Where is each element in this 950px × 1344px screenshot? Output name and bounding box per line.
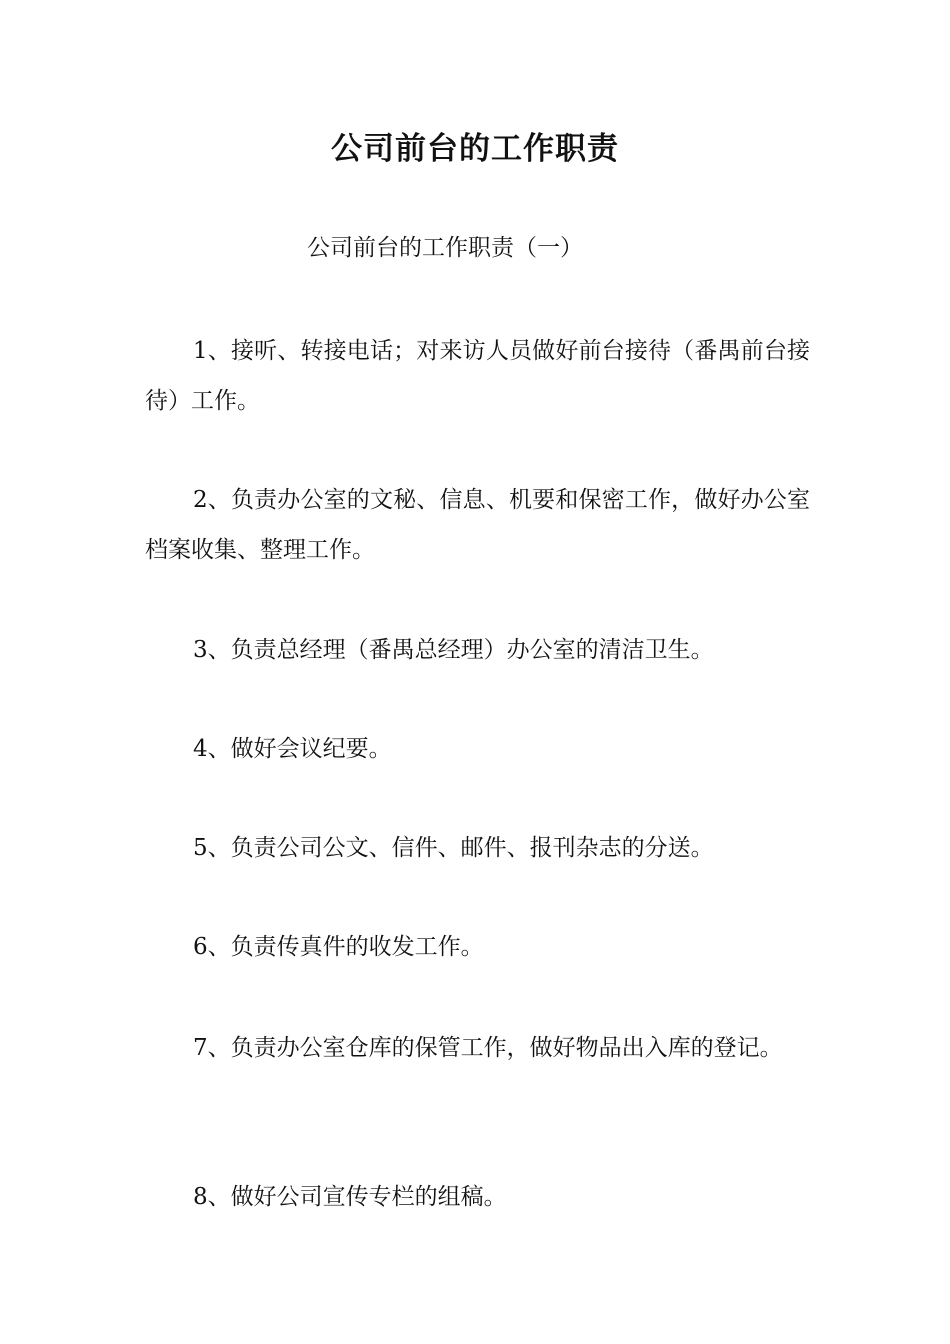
section-title: 公司前台的工作职责（一） bbox=[307, 235, 583, 261]
duty-item-8: 8、做好公司宣传专栏的组稿。 bbox=[193, 1184, 507, 1210]
duty-item-6: 6、负责传真件的收发工作。 bbox=[193, 934, 484, 960]
document-title: 公司前台的工作职责 bbox=[331, 131, 619, 167]
duty-item-5: 5、负责公司公文、信件、邮件、报刊杂志的分送。 bbox=[193, 835, 714, 861]
duty-item-3: 3、负责总经理（番禺总经理）办公室的清洁卫生。 bbox=[193, 637, 714, 663]
duty-item-1: 1、接听、转接电话；对来访人员做好前台接待（番禺前台接待）工作。 bbox=[145, 338, 810, 414]
duty-item-7: 7、负责办公室仓库的保管工作，做好物品出入库的登记。 bbox=[193, 1035, 783, 1061]
duty-item-2: 2、负责办公室的文秘、信息、机要和保密工作，做好办公室档案收集、整理工作。 bbox=[145, 487, 810, 563]
duty-item-4: 4、做好会议纪要。 bbox=[193, 736, 392, 762]
